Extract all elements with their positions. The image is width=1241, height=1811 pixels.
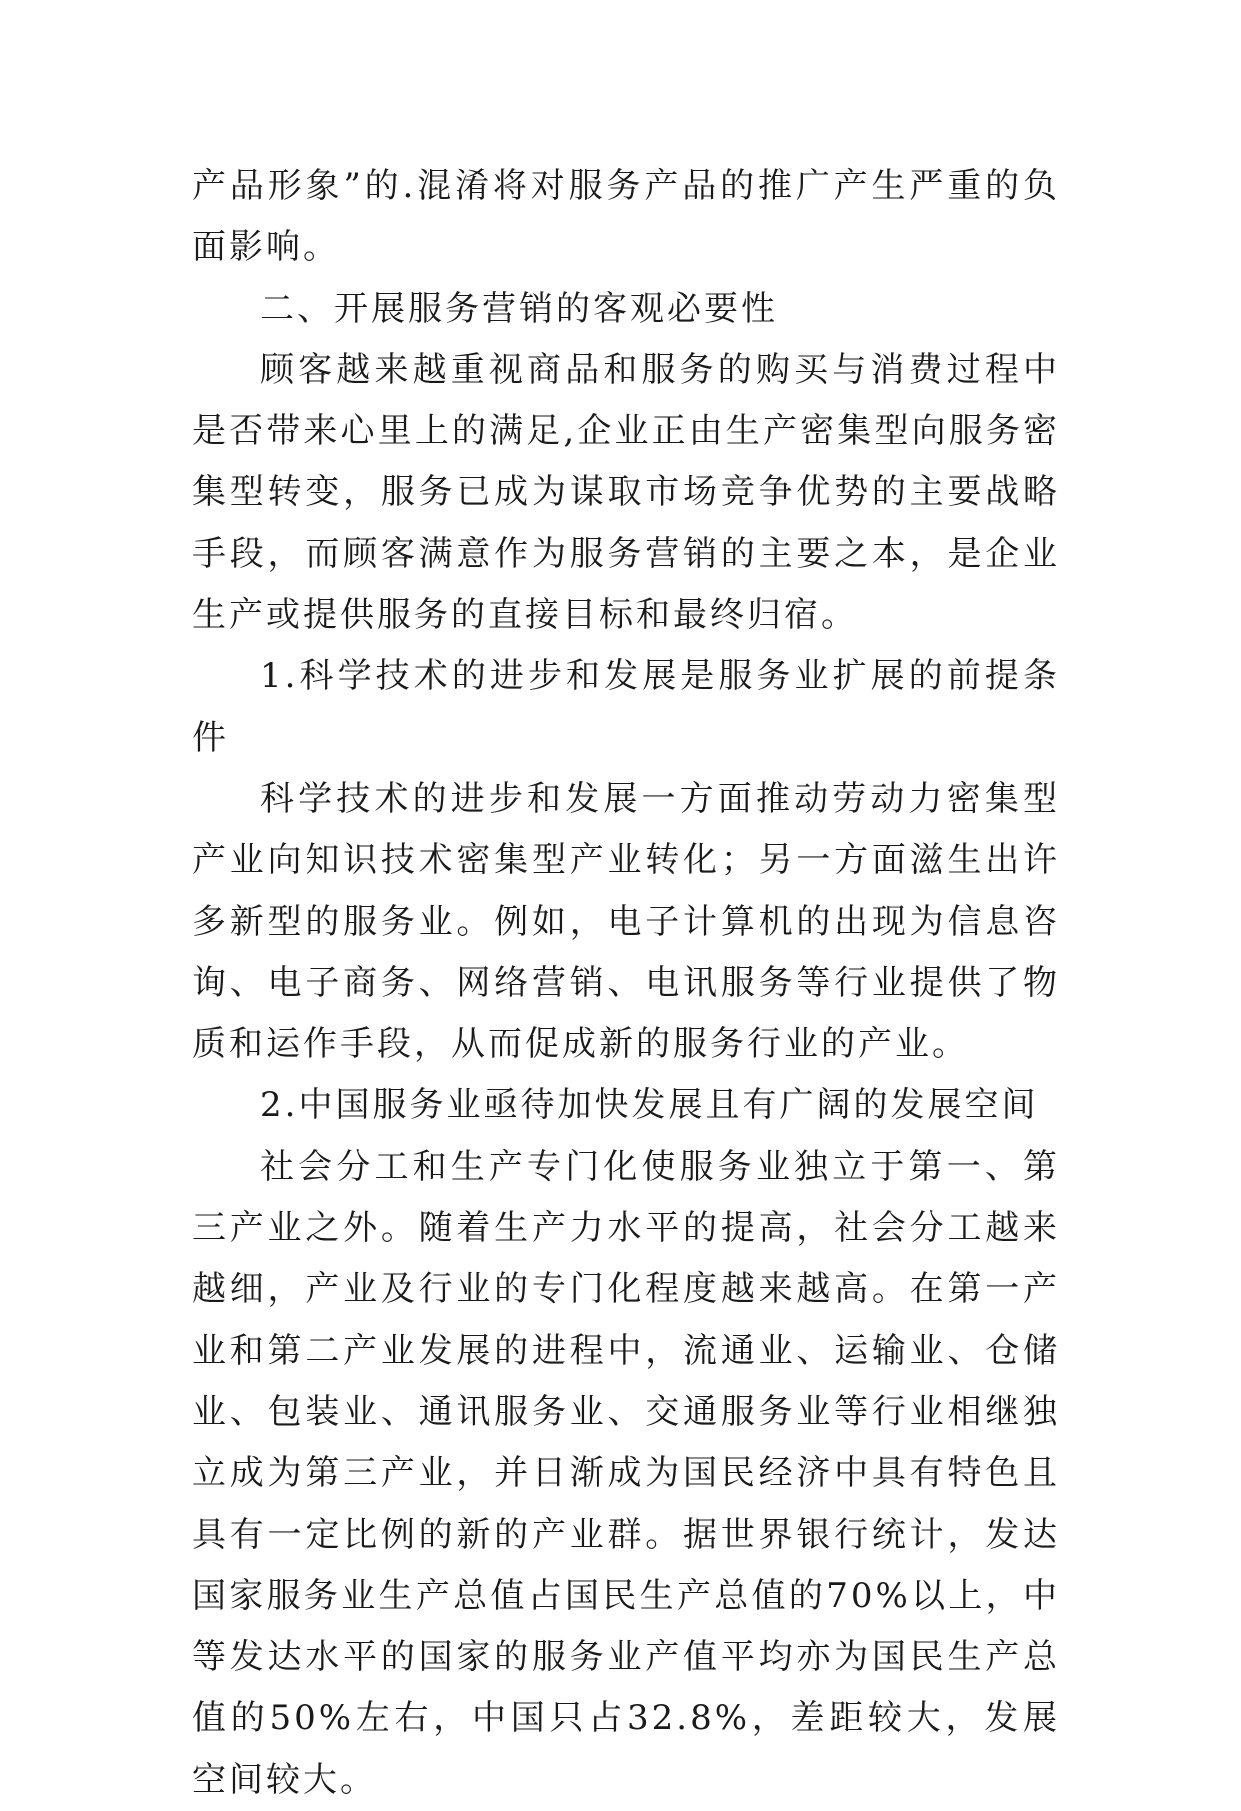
subsection-heading: 1.科学技术的进步和发展是服务业扩展的前提条件: [192, 656, 1060, 758]
paragraph: 科学技术的进步和发展一方面推动劳动力密集型产业向知识技术密集型产业转化；另一方面滋生出许多新型的服务业。例如，电子计算机的出现为信息咨询、电子商务、网络营销、电讯服务等行业提供了物质和运作手段，从而促成新的服务行业的产业。: [192, 778, 1060, 1065]
subsection-heading: 2.中国服务业亟待加快发展且有广阔的发展空间: [260, 1085, 1039, 1126]
paragraph-continuation: 产品形象”的.混淆将对服务产品的推广产生严重的负面影响。: [192, 166, 1060, 268]
paragraph: 顾客越来越重视商品和服务的购买与消费过程中是否带来心里上的满足,企业正由生产密集型向服务密集型转变，服务已成为谋取市场竞争优势的主要战略手段，而顾客满意作为服务营销的主要之本，是企业生产或提供服务的直接目标和最终归宿。: [192, 349, 1060, 636]
body-text: [192, 156, 1060, 1811]
section-heading: 二、开展服务营销的客观必要性: [260, 288, 778, 329]
paragraph: 社会分工和生产专门化使服务业独立于第一、第三产业之外。随着生产力水平的提高，社会分工越来越细，产业及行业的专门化程度越来越高。在第一产业和第二产业发展的进程中，流通业、运输业、仓储业、包装业、通讯服务业、交通服务业等行业相继独立成为第三产业，并日渐成为国民经济中具有特色且具有一定比例的新的产业群。据世界银行统计，发达国家服务业生产总值占国民生产总值的70%以上，中等发达水平的国家的服务业产值平均亦为国民生产总值的50%左右，中国只占32.8%，差距较大，发展空间较大。: [192, 1146, 1060, 1800]
